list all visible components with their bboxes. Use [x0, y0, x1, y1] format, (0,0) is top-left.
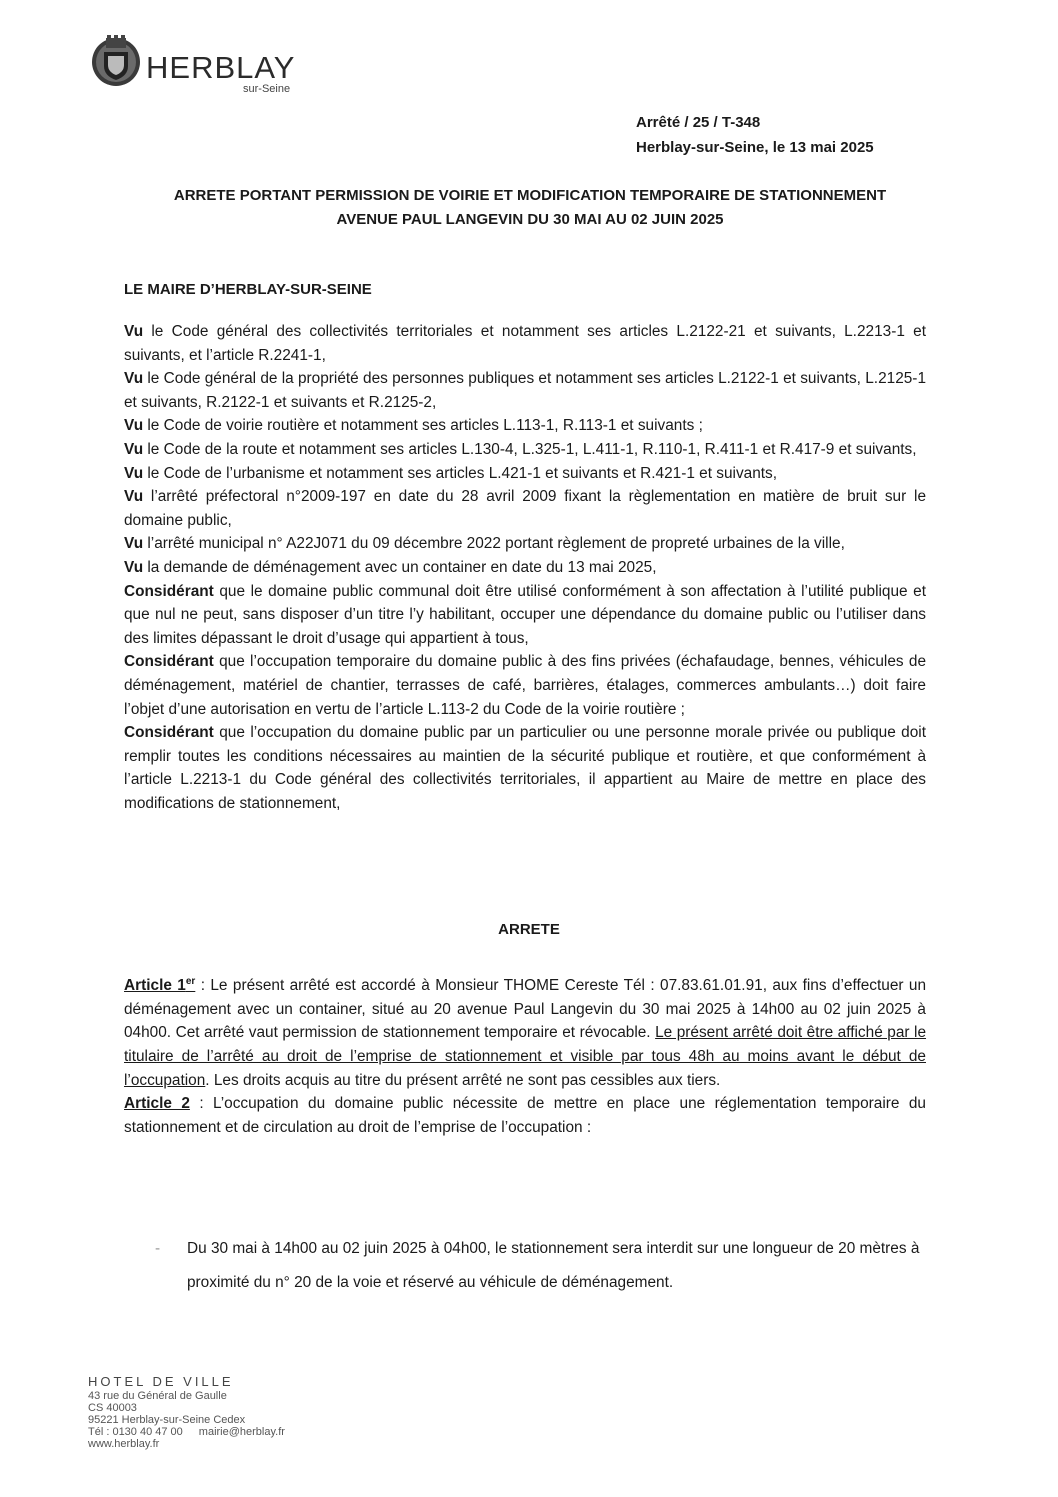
- consideration: Vu le Code général des collectivités territoriales et notamment ses articles L.2122-21 et suivants, L.2213-1 et suivants, et l’article R.2241-1,: [124, 323, 926, 364]
- decree-reference: [636, 110, 874, 160]
- consideration: Considérant que l’occupation du domaine public par un particulier ou une personne morale privée ou publique doit remplir toutes les conditions nécessaires au maintien de la sécurité publique et routière, et que conformément à l’article L.2213-1 du Code général des collectivités territoriales, il appartient au Maire de mettre en place des modifications de stationnement,: [124, 724, 926, 812]
- consideration: Vu le Code de voirie routière et notamment ses articles L.113-1, R.113-1 et suivants ;: [124, 417, 703, 435]
- consideration: Vu l’arrêté municipal n° A22J071 du 09 décembre 2022 portant règlement de propreté urbaines de la ville,: [124, 535, 845, 553]
- decree-number: Arrêté / 25 / T-348: [636, 114, 761, 131]
- arrete-heading: ARRETE: [498, 921, 560, 938]
- article-1-label: Article 1er: [124, 976, 196, 995]
- footer-address-line-2: CS 40003: [88, 1402, 137, 1414]
- consideration: Vu le Code général de la propriété des personnes publiques et notamment ses articles L.2122-1 et suivants, L.2125-1 et suivants, R.2122-1 et suivants et R.2125-2,: [124, 370, 926, 411]
- footer-address-line-1: 43 rue du Général de Gaulle: [88, 1390, 227, 1402]
- bullet-mark: -: [155, 1240, 161, 1257]
- footer-contact: [88, 1426, 285, 1438]
- article-1-text: Le présent arrêté est accordé à Monsieur THOME Cereste Tél : 07.83.61.01.91, aux fins d’effectuer un déménagement avec un container, situé au 20 avenue Paul Langevin du 30 mai 2025 à 14h00 au 02 juin 2025 à 04h00. Cet arrêté vaut permission de stationnement temporaire et révocable.: [124, 977, 927, 1042]
- decree-title-line-2: AVENUE PAUL LANGEVIN DU 30 MAI AU 02 JUIN 2025: [336, 211, 724, 228]
- consideration: Vu la demande de déménagement avec un container en date du 13 mai 2025,: [124, 558, 657, 576]
- considerations: [124, 320, 926, 815]
- footer-website[interactable]: www.herblay.fr: [88, 1438, 160, 1450]
- city-name: HERBLAY: [146, 50, 296, 85]
- article-1-underlined: Le présent arrêté doit être affiché par le titulaire de l’arrêté au droit de l’emprise de stationnement et visible par tous 48h au moins avant le début de l’occupation: [124, 1024, 927, 1089]
- list-item-text: Du 30 mai à 14h00 au 02 juin 2025 à 04h00, le stationnement sera interdit sur une longueur de 20 mètres à proximité du n° 20 de la voie et réservé au véhicule de déménagement.: [187, 1240, 920, 1291]
- consideration: Vu le Code de la route et notamment ses articles L.130-4, L.325-1, L.411-1, R.110-1, R.411-1 et R.417-9 et suivants,: [124, 440, 917, 458]
- consideration: Vu le Code de l’urbanisme et notamment ses articles L.421-1 et suivants et R.421-1 et suivants,: [124, 464, 778, 482]
- footer-phone: Tél : 0130 40 47 00: [88, 1426, 183, 1438]
- consideration: Considérant que l’occupation temporaire du domaine public à des fins privées (échafaudage, bennes, véhicules de déménagement, matériel de chantier, terrasses de café, barrières, étalages, commerces ambulants…) doit faire l’objet d’une autorisation en vertu de l’article L.113-2 du Code de la voirie routière ;: [124, 653, 926, 718]
- articles: [124, 970, 926, 1139]
- article-2-label: Article 2: [124, 1095, 190, 1113]
- article-1: Article 1er : Le présent arrêté est accordé à Monsieur THOME Cereste Tél : 07.83.61.01.91, aux fins d’effectuer un déménagement avec un container, situé au 20 avenue Paul Langevin du 30 mai 2025 à 14h00 au 02 juin 2025 à 04h00. Cet arrêté vaut permission de stationnement temporaire et révocable. Le présent arrêté doit être affiché par le titulaire de l’arrêté au droit de l’emprise de stationnement et visible par tous 48h au moins avant le début de l’occupation. Les droits acquis au titre du présent arrêté ne sont pas cessibles aux tiers.: [124, 976, 927, 1089]
- consideration: Considérant que le domaine public communal doit être utilisé conformément à son affectation à l’utilité publique et que nul ne peut, sans disposer d’un titre l’y habilitant, occuper une dépendance du domaine public ou l’utiliser dans des limites dépassant le droit d’usage qui appartient à tous,: [124, 582, 926, 647]
- decree-title-line-1: ARRETE PORTANT PERMISSION DE VOIRIE ET MODIFICATION TEMPORAIRE DE STATIONNEMENT: [173, 187, 887, 204]
- article-2: Article 2 : L’occupation du domaine public nécessite de mettre en place une réglementation temporaire du stationnement et de circulation au droit de l’emprise de l’occupation :: [124, 1095, 926, 1136]
- decree-title: [100, 184, 960, 232]
- footer-address: [88, 1376, 285, 1450]
- footer-email[interactable]: mairie@herblay.fr: [198, 1426, 285, 1438]
- consideration: Vu l’arrêté préfectoral n°2009-197 en date du 28 avril 2009 fixant la règlementation en matière de bruit sur le domaine public,: [124, 488, 926, 529]
- article-2-text: L’occupation du domaine public nécessite de mettre en place une réglementation temporaire du stationnement et de circulation au droit de l’emprise de l’occupation :: [124, 1095, 926, 1136]
- city-crest-icon: [90, 32, 142, 90]
- decree-place-date: Herblay-sur-Seine, le 13 mai 2025: [636, 139, 874, 156]
- footer-heading: HOTEL DE VILLE: [88, 1374, 234, 1389]
- footer-address-line-3: 95221 Herblay-sur-Seine Cedex: [88, 1414, 246, 1426]
- city-logo: [90, 32, 320, 102]
- city-subtitle: sur-Seine: [243, 83, 291, 95]
- mayor-heading: LE MAIRE D’HERBLAY-SUR-SEINE: [124, 281, 372, 298]
